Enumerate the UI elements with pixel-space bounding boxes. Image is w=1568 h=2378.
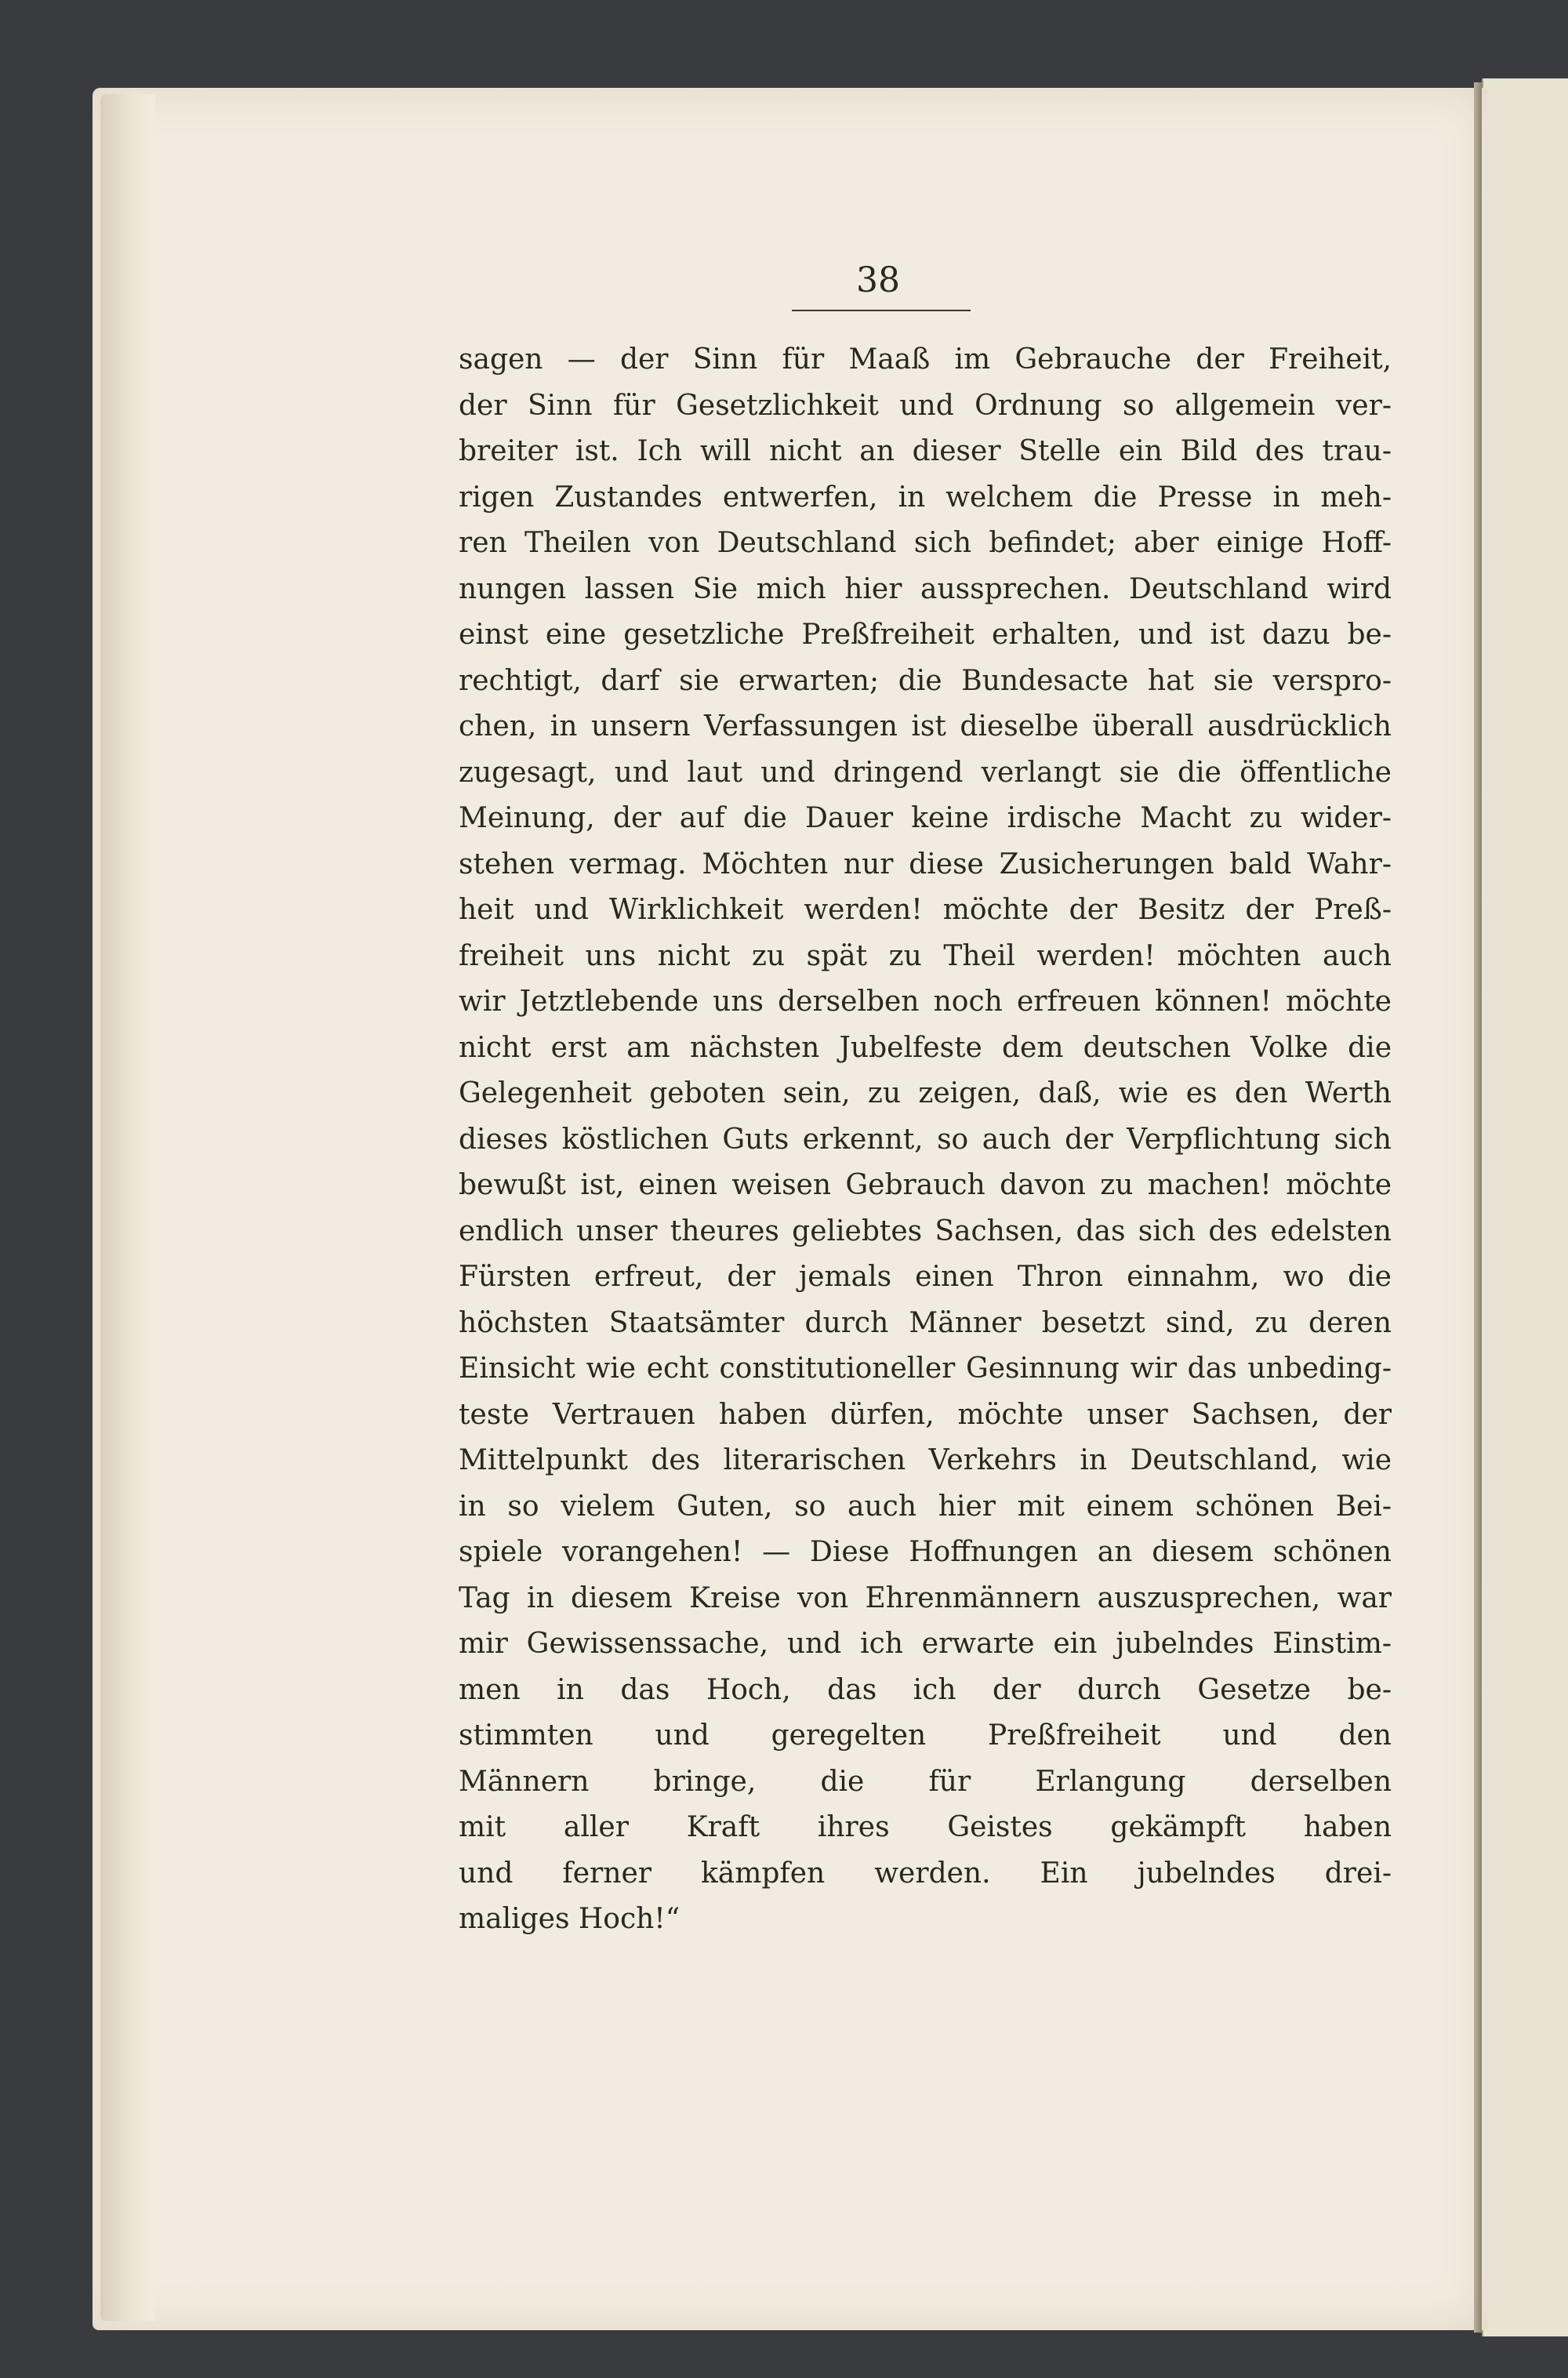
text-line: endlich unser theures geliebtes Sachsen, das sich des edelsten — [459, 1214, 1392, 1247]
text-line: Meinung, der auf die Dauer keine irdische Macht zu wider- — [459, 802, 1392, 834]
text-line: men in das Hoch, das ich der durch Gesetze be- — [459, 1673, 1392, 1706]
text-line: maliges Hoch!“ — [459, 1903, 681, 1935]
text-line: mit aller Kraft ihres Geistes gekämpft haben — [459, 1811, 1392, 1843]
text-line: zugesagt, und laut und dringend verlangt sie die öffentliche — [459, 756, 1392, 789]
text-line: Mittelpunkt des literarischen Verkehrs in Deutschland, wie — [459, 1444, 1392, 1476]
body-text — [459, 337, 1392, 1943]
text-line: freiheit uns nicht zu spät zu Theil werden! möchten auch — [459, 939, 1392, 972]
text-line: dieses köstlichen Guts erkennt, so auch der Verpflichtung sich — [459, 1123, 1392, 1156]
text-line: der Sinn für Gesetzlichkeit und Ordnung so allgemein ver- — [459, 389, 1392, 422]
text-line: einst eine gesetzliche Preßfreiheit erhalten, und ist dazu be- — [459, 619, 1392, 651]
text-line: breiter ist. Ich will nicht an dieser Stelle ein Bild des trau- — [459, 435, 1392, 467]
text-line: nicht erst am nächsten Jubelfeste dem deutschen Volke die — [459, 1031, 1392, 1064]
text-line: mir Gewissenssache, und ich erwarte ein jubelndes Einstim- — [459, 1628, 1392, 1660]
text-line: heit und Wirklichkeit werden! möchte der Besitz der Preß- — [459, 894, 1392, 926]
text-line: in so vielem Guten, so auch hier mit einem schönen Bei- — [459, 1490, 1392, 1523]
page-number: 38 — [856, 260, 900, 300]
text-line: Einsicht wie echt constitutioneller Gesinnung wir das unbeding- — [459, 1352, 1392, 1385]
text-line: rechtigt, darf sie erwarten; die Bundesacte hat sie verspro- — [459, 664, 1392, 697]
book-gutter — [1474, 82, 1482, 2333]
text-line: rigen Zustandes entwerfen, in welchem die Presse in meh- — [459, 481, 1392, 514]
text-line: Männern bringe, die für Erlangung derselben — [459, 1765, 1392, 1798]
text-line: stimmten und geregelten Preßfreiheit und den — [459, 1719, 1392, 1752]
text-line: Gelegenheit geboten sein, zu zeigen, daß, wie es den Werth — [459, 1077, 1392, 1109]
text-line: nungen lassen Sie mich hier aussprechen. Deutschland wird — [459, 572, 1392, 605]
text-line: chen, in unsern Verfassungen ist dieselbe überall ausdrücklich — [459, 710, 1392, 742]
text-line: teste Vertrauen haben dürfen, möchte unser Sachsen, der — [459, 1398, 1392, 1431]
text-line: wir Jetztlebende uns derselben noch erfreuen können! möchte — [459, 986, 1392, 1018]
text-line: Fürsten erfreut, der jemals einen Thron einnahm, wo die — [459, 1261, 1392, 1293]
text-line: sagen — der Sinn für Maaß im Gebrauche der Freiheit, — [459, 343, 1392, 376]
text-line: Tag in diesem Kreise von Ehrenmännern auszusprechen, war — [459, 1581, 1392, 1614]
text-line: und ferner kämpfen werden. Ein jubelndes drei- — [459, 1857, 1392, 1890]
text-line: bewußt ist, einen weisen Gebrauch davon zu machen! möchte — [459, 1169, 1392, 1201]
facing-page-edge — [1482, 78, 1568, 2336]
text-line: höchsten Staatsämter durch Männer besetzt sind, zu deren — [459, 1306, 1392, 1339]
text-line: ren Theilen von Deutschland sich befindet; aber einige Hoff- — [459, 527, 1392, 559]
page-edge-shading — [100, 94, 155, 2321]
text-line: spiele vorangehen! — Diese Hoffnungen an diesem schönen — [459, 1536, 1392, 1568]
page-number-rule — [792, 310, 971, 311]
text-line: stehen vermag. Möchten nur diese Zusicherungen bald Wahr- — [459, 848, 1392, 880]
